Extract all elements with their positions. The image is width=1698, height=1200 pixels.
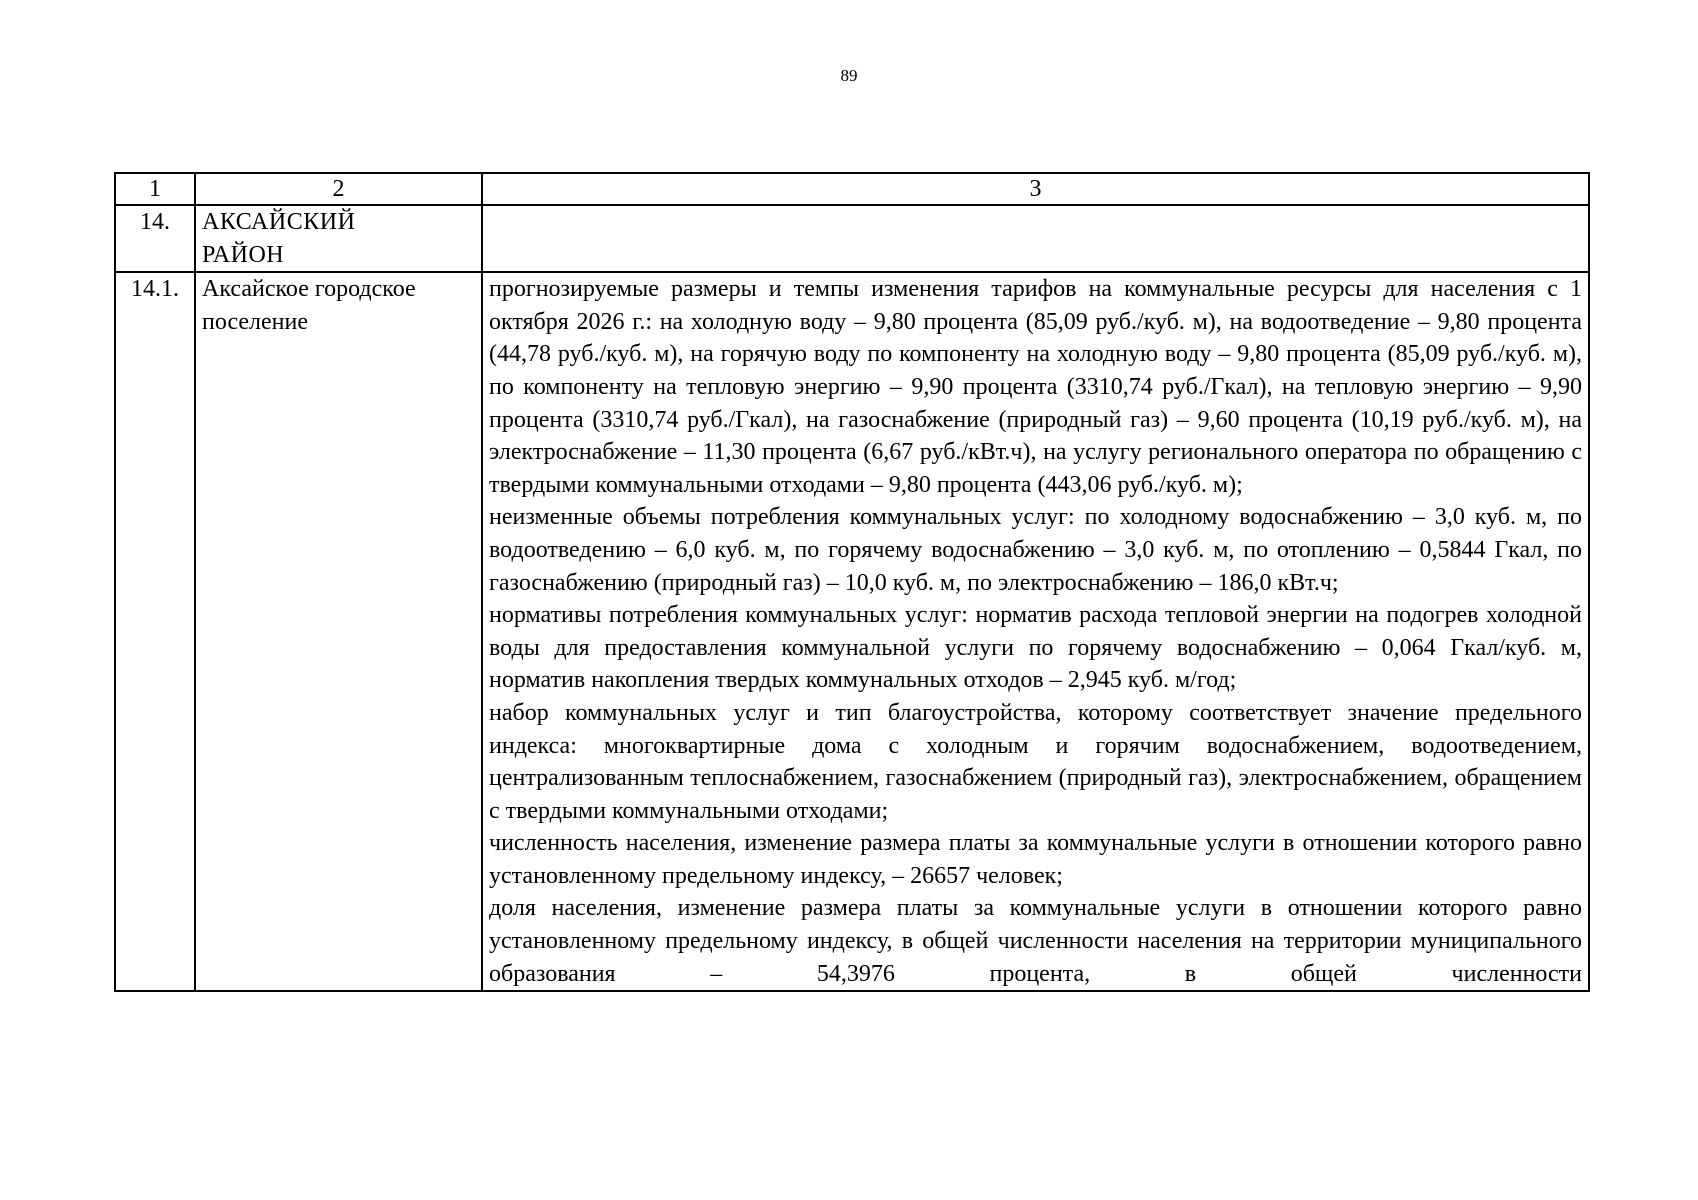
district-number: 14. — [115, 205, 195, 272]
table-header-row — [115, 173, 1589, 205]
settlement-content — [482, 272, 1589, 991]
column-number-1: 1 — [115, 173, 195, 205]
consumption-norms-paragraph: нормативы потребления коммунальных услуг: норматив расхода тепловой энергии на подогрев холодной воды для предоставления коммунальной услуги по горячему водоснабжению – 0,064 Гкал/куб. м, норматив накопления твердых коммунальных отходов – 2,945 куб. м/год; — [489, 602, 1582, 694]
column-number-3: 3 — [482, 173, 1589, 205]
population-share-paragraph: доля населения, изменение размера платы за коммунальные услуги в отношении которого равно установленному предельному индексу, в общей численности населения на территории муниципального образования – 54,3976 процента, в общей численности — [489, 895, 1582, 987]
consumption-volume-paragraph: неизменные объемы потребления коммунальных услуг: по холодному водоснабжению – 3,0 куб. м, по водоотведению – 6,0 куб. м, по горячему водоснабжению – 3,0 куб. м, по отоплению – 0,5844 Гкал, по газоснабжению (природный газ) – 10,0 куб. м, по электроснабжению – 186,0 кВт.ч; — [489, 504, 1582, 596]
district-name-line1: АКСАЙСКИЙ — [202, 209, 356, 235]
settlement-number: 14.1. — [115, 272, 195, 991]
utility-set-paragraph: набор коммунальных услуг и тип благоустройства, которому соответствует значение предельного индекса: многоквартирные дома с холодным и горячим водоснабжением, водоотведением, централизованным теплоснабжением, газоснабжением (природный газ), электроснабжением, обращением с твердыми коммунальными отходами; — [489, 699, 1582, 824]
district-name-line2: РАЙОН — [202, 241, 285, 268]
population-count-paragraph: численность населения, изменение размера платы за коммунальные услуги в отношении которого равно установленному предельному индексу, – 26657 человек; — [489, 830, 1582, 889]
tariff-paragraph: прогнозируемые размеры и темпы изменения тарифов на коммунальные ресурсы для населения с 1 октября 2026 г.: на холодную воду – 9,80 процента (85,09 руб./куб. м), на водоотведение – 9,80 процента (44,78 руб./куб. м), на горячую воду по компоненту на холодную воду – 9,80 процента (85,09 руб./куб. м), по компоненту на тепловую энергию – 9,90 процента (3310,74 руб./Гкал), на тепловую энергию – 9,90 процента (3310,74 руб./Гкал), на газоснабжение (природный газ) – 9,60 процента (10,19 руб./куб. м), на электроснабжение – 11,30 процента (6,67 руб./кВт.ч), на услугу регионального оператора по обращению с твердыми коммунальными отходами – 9,80 процента (443,06 руб./куб. м); — [489, 276, 1582, 498]
district-name — [195, 205, 482, 272]
settlement-name: Аксайское городское поселение — [195, 272, 482, 991]
district-row — [115, 205, 1589, 272]
column-number-2: 2 — [195, 173, 482, 205]
tariff-table — [114, 172, 1590, 992]
district-content — [482, 205, 1589, 272]
page-number: 89 — [840, 66, 858, 85]
settlement-row — [115, 272, 1589, 991]
